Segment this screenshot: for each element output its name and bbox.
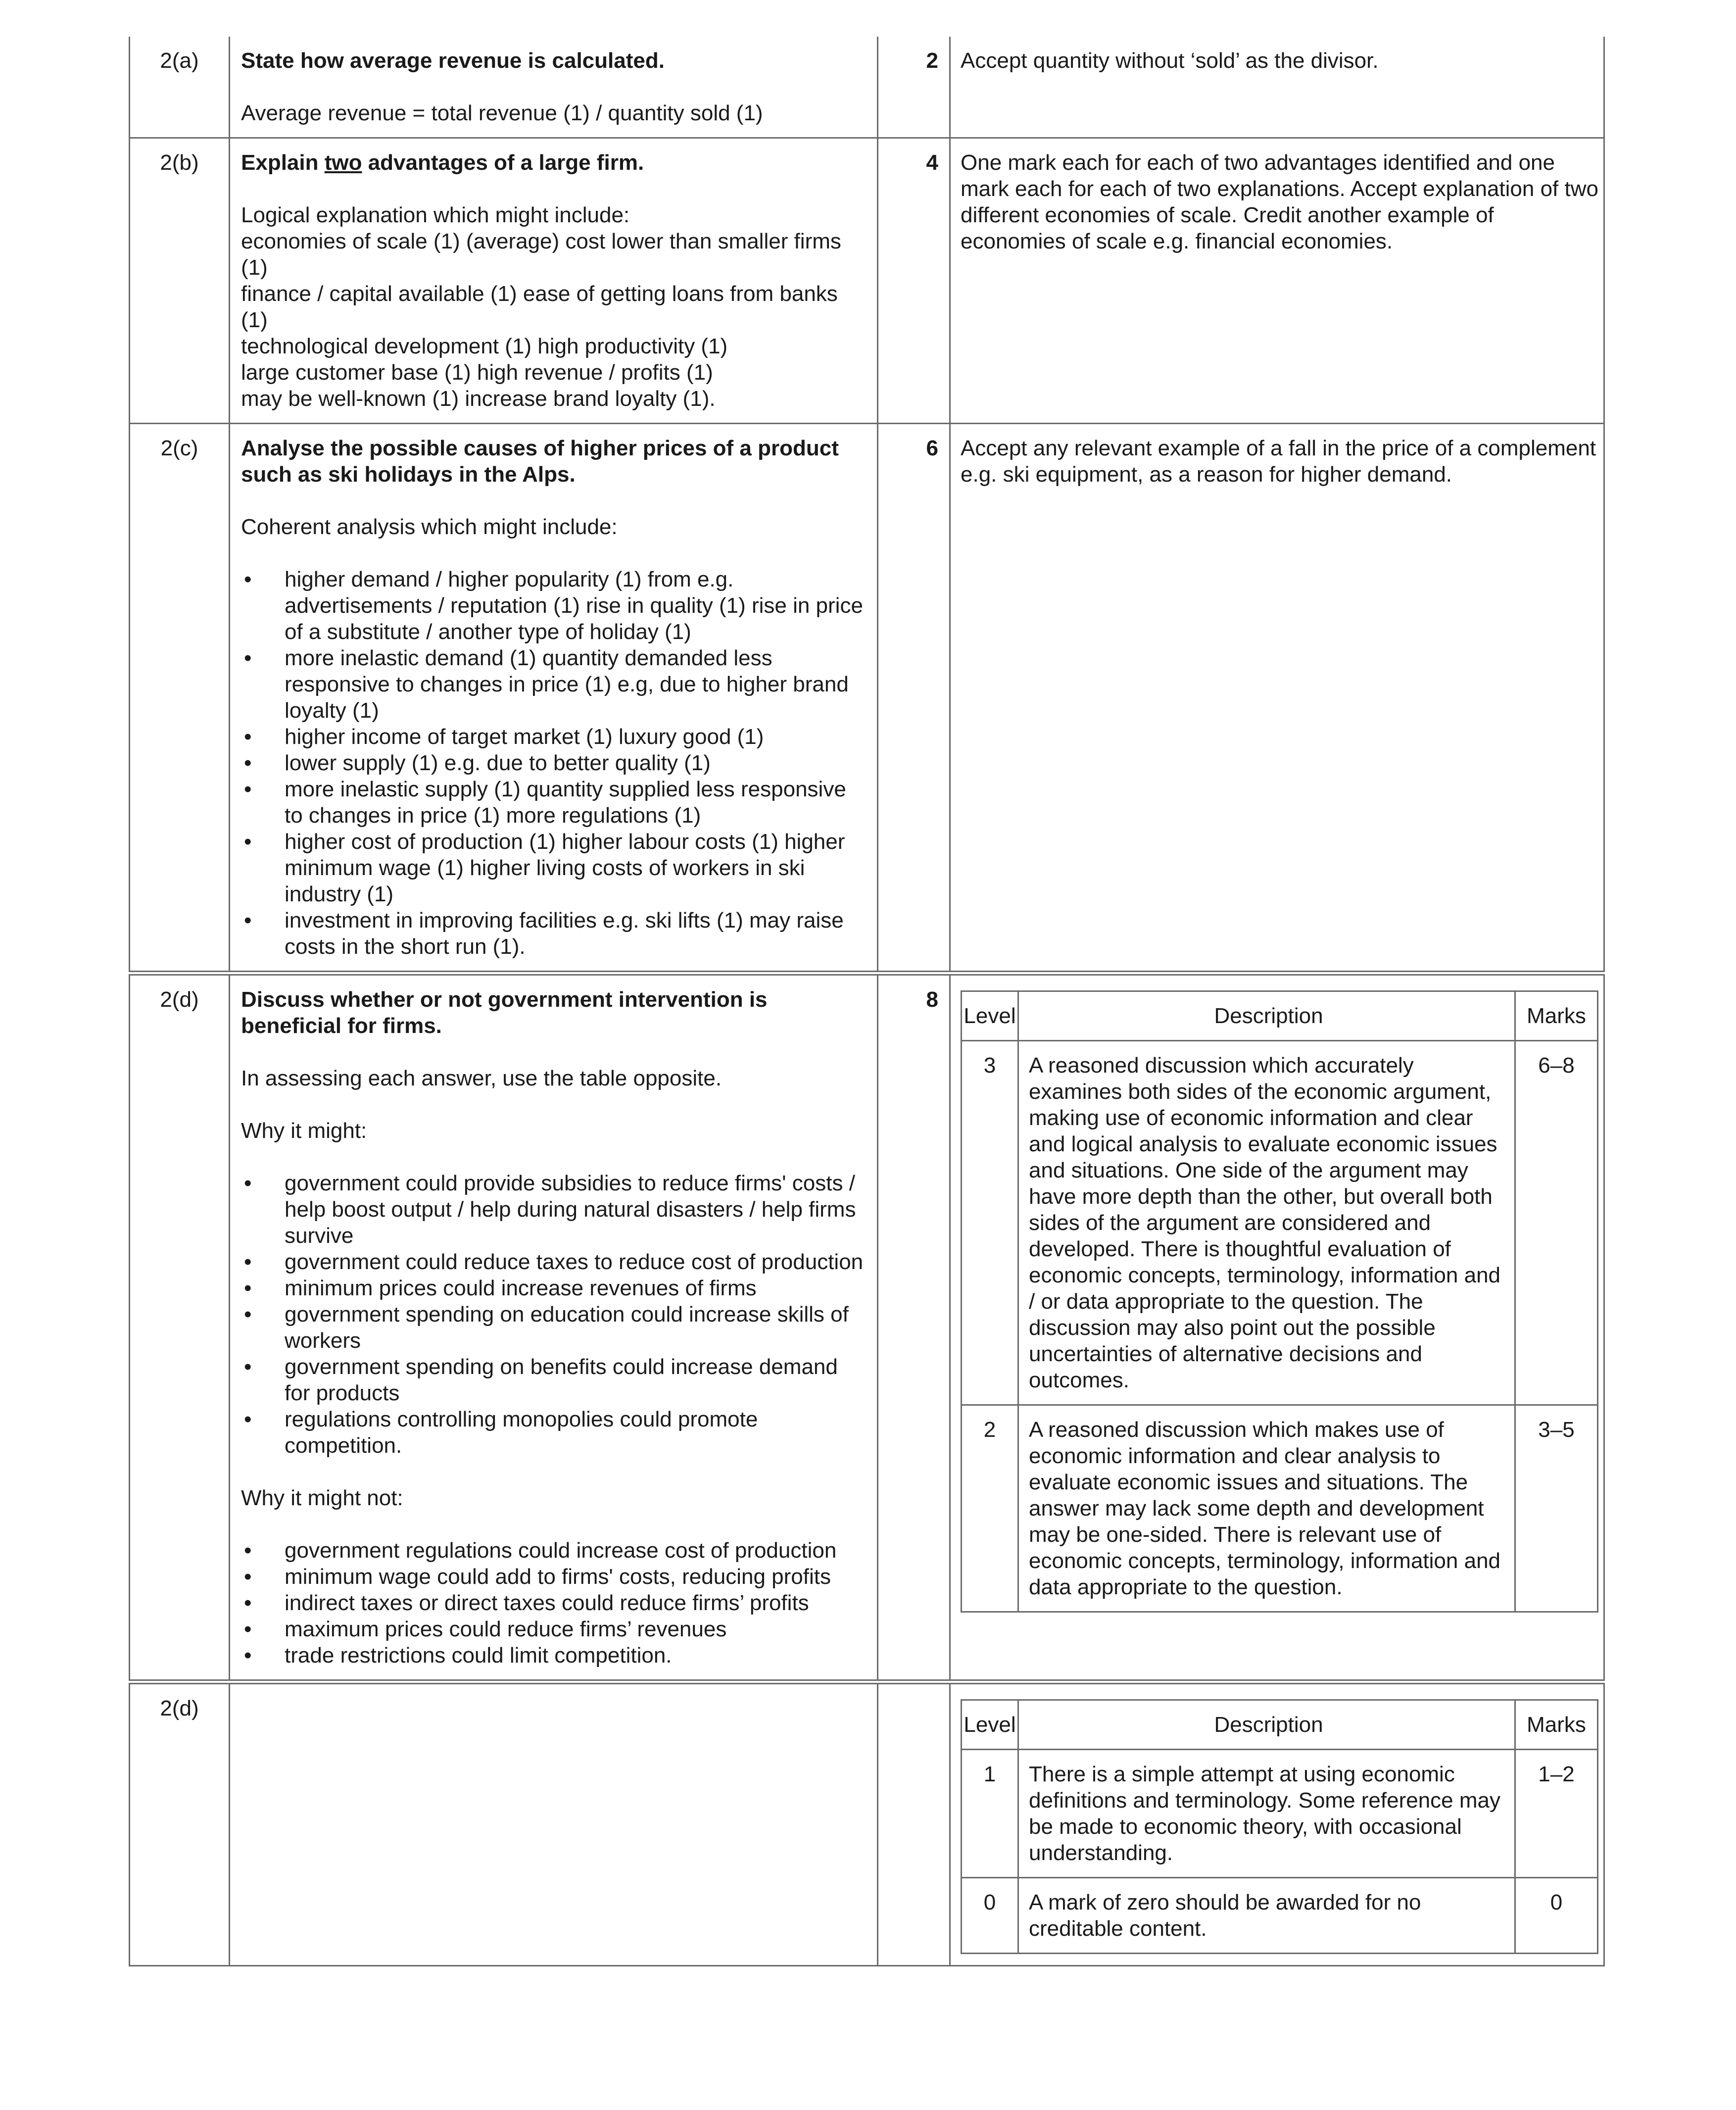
question-row-2b: [130, 138, 1604, 424]
level-row: [962, 1750, 1598, 1878]
marks-cell: 6: [878, 424, 950, 974]
list-item: • higher income of target market (1) luxury good (1): [241, 724, 866, 750]
question-row-2d: [130, 973, 1604, 1682]
question-number: 2(b): [130, 138, 230, 424]
level-header: Level: [962, 991, 1018, 1041]
marks-header: Marks: [1515, 991, 1598, 1041]
list-item: • government could provide subsidies to reduce firms' costs / help boost output / help during natural disasters / help firms survive: [241, 1170, 866, 1249]
level-row: [962, 1041, 1598, 1405]
list-item: • maximum prices could reduce firms’ revenues: [241, 1616, 866, 1642]
list-item: • government could reduce taxes to reduce cost of production: [241, 1249, 866, 1275]
level-row: [962, 1405, 1598, 1612]
answer-cell: [230, 138, 878, 424]
description-header: Description: [1018, 991, 1515, 1041]
list-item: • higher demand / higher popularity (1) from e.g. advertisements / reputation (1) rise in quality (1) rise in price of a substitute / another type of holiday (1): [241, 566, 866, 645]
list-item: • minimum prices could increase revenues of firms: [241, 1275, 866, 1301]
against-bullet-list: [241, 1537, 866, 1668]
list-item: • minimum wage could add to firms' costs, reducing profits: [241, 1564, 866, 1590]
question-number: 2(a): [130, 37, 230, 138]
marks-header: Marks: [1515, 1700, 1598, 1750]
answer-line: finance / capital available (1) ease of getting loans from banks (1): [241, 282, 838, 332]
guidance-cell: [950, 973, 1604, 1682]
list-item: • more inelastic supply (1) quantity supplied less responsive to changes in price (1) more regulations (1): [241, 776, 866, 829]
marks-cell: [878, 1682, 950, 1966]
level-number: 1: [962, 1750, 1018, 1878]
guidance-cell: One mark each for each of two advantages identified and one mark each for each of two explanations. Accept explanation of two different economies of scale. Credit another example of economies of scale e.g. financial economies.: [950, 138, 1604, 424]
list-item: • regulations controlling monopolies could promote competition.: [241, 1406, 866, 1459]
question-number: 2(d): [130, 973, 230, 1682]
answer-cell: [230, 424, 878, 974]
level-marks: 0: [1515, 1878, 1598, 1954]
answer-cell: [230, 1682, 878, 1966]
answer-intro: In assessing each answer, use the table opposite.: [241, 1066, 722, 1090]
list-item: • government spending on benefits could increase demand for products: [241, 1354, 866, 1406]
list-item: • more inelastic demand (1) quantity demanded less responsive to changes in price (1) e.g, due to higher brand loyalty (1): [241, 645, 866, 724]
answer-cell: [230, 973, 878, 1682]
question-row-2d-continued: [130, 1682, 1604, 1966]
guidance-cell: Accept any relevant example of a fall in the price of a complement e.g. ski equipment, as a reason for higher demand.: [950, 424, 1604, 974]
list-item: • government regulations could increase cost of production: [241, 1537, 866, 1564]
question-row-2c: [130, 424, 1604, 974]
list-item: • investment in improving facilities e.g. ski lifts (1) may raise costs in the short run (1).: [241, 907, 866, 960]
level-marks: 6–8: [1515, 1041, 1598, 1405]
mark-scheme-table: [129, 37, 1605, 1966]
level-descriptor-table: [961, 1699, 1598, 1954]
answer-intro: Logical explanation which might include:: [241, 203, 630, 227]
answer-line: may be well-known (1) increase brand loyalty (1).: [241, 387, 716, 411]
question-number: 2(d): [130, 1682, 230, 1966]
answer-cell: [230, 37, 878, 138]
marks-cell: 4: [878, 138, 950, 424]
level-table-header: [962, 1700, 1598, 1750]
question-text: State how average revenue is calculated.: [241, 49, 665, 73]
guidance-cell: Accept quantity without ‘sold’ as the divisor.: [950, 37, 1604, 138]
answer-line: economies of scale (1) (average) cost lower than smaller firms (1): [241, 229, 841, 280]
list-item: • indirect taxes or direct taxes could reduce firms’ profits: [241, 1590, 866, 1616]
for-bullet-list: [241, 1170, 866, 1459]
list-item: • government spending on education could increase skills of workers: [241, 1301, 866, 1354]
list-item: • lower supply (1) e.g. due to better quality (1): [241, 750, 866, 776]
level-descriptor-table: [961, 990, 1598, 1613]
level-number: 0: [962, 1878, 1018, 1954]
question-number: 2(c): [130, 424, 230, 974]
why-it-might-heading: Why it might:: [241, 1119, 367, 1143]
marks-cell: 2: [878, 37, 950, 138]
level-marks: 3–5: [1515, 1405, 1598, 1612]
description-header: Description: [1018, 1700, 1515, 1750]
answer-intro: Coherent analysis which might include:: [241, 515, 618, 539]
question-text: Explain two advantages of a large firm.: [241, 150, 644, 175]
level-number: 2: [962, 1405, 1018, 1612]
answer-line: Average revenue = total revenue (1) / quantity sold (1): [241, 101, 763, 125]
level-row: [962, 1878, 1598, 1954]
level-description: A reasoned discussion which makes use of economic information and clear analysis to evaluate economic issues and situations. The answer may lack some depth and development may be one-sided. There is relevant use of economic concepts, terminology, information and data appropriate to the question.: [1018, 1405, 1515, 1612]
list-item: • trade restrictions could limit competition.: [241, 1642, 866, 1668]
question-text: Analyse the possible causes of higher prices of a product such as ski holidays in the Alps.: [241, 436, 839, 487]
level-number: 3: [962, 1041, 1018, 1405]
level-description: A reasoned discussion which accurately examines both sides of the economic argument, making use of economic information and clear and logical analysis to evaluate economic issues and situations. One side of the argument may have more depth than the other, but overall both sides of the argument are considered and developed. There is thoughtful evaluation of economic concepts, terminology, information and / or data appropriate to the question. The discussion may also point out the possible uncertainties of alternative decisions and outcomes.: [1018, 1041, 1515, 1405]
why-it-might-not-heading: Why it might not:: [241, 1486, 403, 1510]
answer-line: large customer base (1) high revenue / profits (1): [241, 360, 713, 385]
answer-bullet-list: [241, 566, 866, 960]
answer-line: technological development (1) high productivity (1): [241, 334, 728, 358]
level-header: Level: [962, 1700, 1018, 1750]
level-marks: 1–2: [1515, 1750, 1598, 1878]
guidance-cell: [950, 1682, 1604, 1966]
list-item: • higher cost of production (1) higher labour costs (1) higher minimum wage (1) higher living costs of workers in ski industry (1): [241, 829, 866, 907]
level-description: A mark of zero should be awarded for no creditable content.: [1018, 1878, 1515, 1954]
level-table-header: [962, 991, 1598, 1041]
level-description: There is a simple attempt at using economic definitions and terminology. Some reference may be made to economic theory, with occasional understanding.: [1018, 1750, 1515, 1878]
question-row-2a: [130, 37, 1604, 138]
question-text: Discuss whether or not government intervention is beneficial for firms.: [241, 987, 768, 1038]
marks-cell: 8: [878, 973, 950, 1682]
